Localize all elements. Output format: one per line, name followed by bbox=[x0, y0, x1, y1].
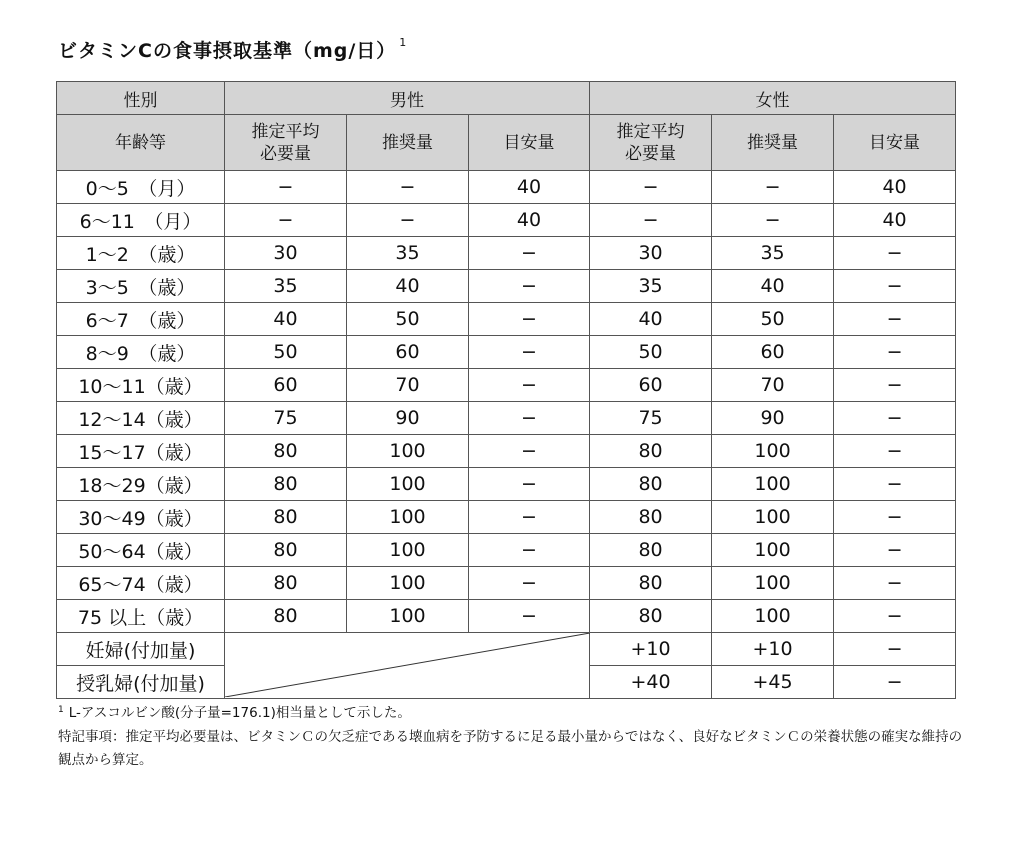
cell-female-rda: 100 bbox=[712, 534, 834, 567]
cell-male-ear: 50 bbox=[225, 336, 347, 369]
footnote-text: L-アスコルビン酸(分子量=176.1)相当量として示した。 bbox=[68, 705, 411, 721]
cell-male-rda: 40 bbox=[347, 270, 469, 303]
header-ear-line2: 必要量 bbox=[625, 143, 677, 164]
cell-female-ear: 35 bbox=[590, 270, 712, 303]
header-male-rda: 推奨量 bbox=[347, 115, 469, 171]
cell-female-ai: − bbox=[834, 303, 956, 336]
cell-male-ai: − bbox=[469, 270, 590, 303]
cell-female-rda: 50 bbox=[712, 303, 834, 336]
cell-female-rda: 100 bbox=[712, 567, 834, 600]
cell-male-ai: − bbox=[469, 336, 590, 369]
cell-male-rda: − bbox=[347, 171, 469, 204]
header-male-ai: 目安量 bbox=[469, 115, 590, 171]
cell-male-ear: 80 bbox=[225, 468, 347, 501]
cell-male-ai: − bbox=[469, 369, 590, 402]
cell-female-ai: 40 bbox=[834, 204, 956, 237]
cell-male-ai: 40 bbox=[469, 204, 590, 237]
table-row bbox=[57, 402, 956, 435]
cell-female-ear: 30 bbox=[590, 237, 712, 270]
cell-male-ear: − bbox=[225, 171, 347, 204]
table-row bbox=[57, 336, 956, 369]
cell-male-ear: 60 bbox=[225, 369, 347, 402]
table-row bbox=[57, 468, 956, 501]
header-female-ear bbox=[590, 115, 712, 171]
header-female: 女性 bbox=[590, 82, 956, 115]
table-row bbox=[57, 534, 956, 567]
cell-age: 15～17（歳） bbox=[57, 435, 225, 468]
cell-male-rda: 100 bbox=[347, 534, 469, 567]
table-row bbox=[57, 171, 956, 204]
header-sex: 性別 bbox=[57, 82, 225, 115]
cell-male-ai: 40 bbox=[469, 171, 590, 204]
cell-male-rda: 50 bbox=[347, 303, 469, 336]
cell-female-ai: − bbox=[834, 600, 956, 633]
table-row bbox=[57, 600, 956, 633]
cell-female-rda: 100 bbox=[712, 600, 834, 633]
table-row bbox=[57, 567, 956, 600]
cell-male-ai: − bbox=[469, 501, 590, 534]
page-title bbox=[58, 36, 407, 63]
cell-male-rda: 70 bbox=[347, 369, 469, 402]
cell-male-rda: 100 bbox=[347, 468, 469, 501]
cell-male-ear: 80 bbox=[225, 501, 347, 534]
cell-age: 0～5 （月） bbox=[57, 171, 225, 204]
cell-male-rda: 100 bbox=[347, 435, 469, 468]
cell-female-ear: 80 bbox=[590, 468, 712, 501]
cell-female-ear: 40 bbox=[590, 303, 712, 336]
header-ear-line1: 推定平均 bbox=[616, 121, 685, 142]
cell-male-ai: − bbox=[469, 468, 590, 501]
cell-female-rda: 40 bbox=[712, 270, 834, 303]
cell-age: 3～5 （歳） bbox=[57, 270, 225, 303]
cell-female-ai: − bbox=[834, 666, 956, 699]
cell-age: 65～74（歳） bbox=[57, 567, 225, 600]
cell-age: 8～9 （歳） bbox=[57, 336, 225, 369]
cell-female-ear: 50 bbox=[590, 336, 712, 369]
header-ear-line2: 必要量 bbox=[260, 143, 311, 164]
cell-male-ai: − bbox=[469, 303, 590, 336]
cell-age: 18～29（歳） bbox=[57, 468, 225, 501]
cell-female-ai: 40 bbox=[834, 171, 956, 204]
cell-female-ear: − bbox=[590, 204, 712, 237]
header-row-sex bbox=[57, 82, 956, 115]
cell-female-ai: − bbox=[834, 402, 956, 435]
cell-female-rda: − bbox=[712, 204, 834, 237]
cell-male-rda: 100 bbox=[347, 600, 469, 633]
cell-female-ai: − bbox=[834, 369, 956, 402]
header-female-ai: 目安量 bbox=[834, 115, 956, 171]
cell-male-ear: − bbox=[225, 204, 347, 237]
cell-male-rda: 100 bbox=[347, 567, 469, 600]
cell-male-ear: 80 bbox=[225, 435, 347, 468]
cell-female-ai: − bbox=[834, 501, 956, 534]
cell-female-ear: 75 bbox=[590, 402, 712, 435]
cell-male-rda: 90 bbox=[347, 402, 469, 435]
title-footnote-mark: 1 bbox=[399, 35, 408, 49]
cell-female-ai: − bbox=[834, 633, 956, 666]
cell-female-ear: 80 bbox=[590, 567, 712, 600]
cell-age: 6～7 （歳） bbox=[57, 303, 225, 336]
special-note: 特記事項：推定平均必要量は、ビタミンＣの欠乏症である壊血病を予防するに足る最小量からではなく、良好なビタミンＣの栄養状態の確実な維持の観点から算定。 bbox=[58, 729, 963, 768]
cell-male-ear: 30 bbox=[225, 237, 347, 270]
table-row bbox=[57, 435, 956, 468]
cell-female-ai: − bbox=[834, 468, 956, 501]
cell-age: 12～14（歳） bbox=[57, 402, 225, 435]
diagonal-line bbox=[225, 633, 590, 697]
cell-age: 6～11 （月） bbox=[57, 204, 225, 237]
header-female-rda: 推奨量 bbox=[712, 115, 834, 171]
cell-male-ear: 40 bbox=[225, 303, 347, 336]
header-age: 年齢等 bbox=[57, 115, 225, 171]
cell-female-ai: − bbox=[834, 270, 956, 303]
cell-female-ai: − bbox=[834, 567, 956, 600]
cell-male-ai: − bbox=[469, 435, 590, 468]
cell-female-ear: +40 bbox=[590, 666, 712, 699]
cell-female-ear: 60 bbox=[590, 369, 712, 402]
table-row-pregnant bbox=[57, 633, 956, 666]
footnote-mark: 1 bbox=[58, 704, 64, 715]
row-label: 妊婦(付加量) bbox=[57, 633, 225, 666]
cell-female-ear: − bbox=[590, 171, 712, 204]
table-row bbox=[57, 303, 956, 336]
table-row bbox=[57, 204, 956, 237]
header-ear-line1: 推定平均 bbox=[251, 121, 320, 142]
cell-female-ear: 80 bbox=[590, 534, 712, 567]
cell-male-ear: 75 bbox=[225, 402, 347, 435]
title-text: ビタミンCの食事摂取基準（mg/日） bbox=[58, 40, 397, 62]
table-body bbox=[57, 171, 956, 699]
cell-female-rda: 100 bbox=[712, 468, 834, 501]
cell-female-rda: 70 bbox=[712, 369, 834, 402]
cell-male-ai: − bbox=[469, 534, 590, 567]
cell-male-ear: 80 bbox=[225, 567, 347, 600]
cell-female-rda: 35 bbox=[712, 237, 834, 270]
cell-female-ear: 80 bbox=[590, 435, 712, 468]
cell-age: 75 以上（歳） bbox=[57, 600, 225, 633]
cell-male-ai: − bbox=[469, 237, 590, 270]
cell-male-ear: 35 bbox=[225, 270, 347, 303]
cell-male-rda: − bbox=[347, 204, 469, 237]
cell-female-rda: +45 bbox=[712, 666, 834, 699]
cell-male-rda: 100 bbox=[347, 501, 469, 534]
cell-female-ear: 80 bbox=[590, 600, 712, 633]
header-row-metrics bbox=[57, 115, 956, 171]
cell-male-ear: 80 bbox=[225, 600, 347, 633]
header-male: 男性 bbox=[225, 82, 590, 115]
cell-male-ear: 80 bbox=[225, 534, 347, 567]
cell-female-ear: +10 bbox=[590, 633, 712, 666]
cell-female-rda: 90 bbox=[712, 402, 834, 435]
cell-age: 50～64（歳） bbox=[57, 534, 225, 567]
cell-female-rda: 100 bbox=[712, 501, 834, 534]
cell-age: 30～49（歳） bbox=[57, 501, 225, 534]
cell-female-rda: 60 bbox=[712, 336, 834, 369]
cell-female-ai: − bbox=[834, 336, 956, 369]
table-row bbox=[57, 369, 956, 402]
cell-female-ai: − bbox=[834, 435, 956, 468]
table-row bbox=[57, 237, 956, 270]
not-applicable-cell bbox=[225, 633, 590, 699]
cell-female-rda: +10 bbox=[712, 633, 834, 666]
cell-female-ai: − bbox=[834, 534, 956, 567]
cell-male-rda: 35 bbox=[347, 237, 469, 270]
cell-male-ai: − bbox=[469, 402, 590, 435]
cell-female-rda: − bbox=[712, 171, 834, 204]
cell-age: 10～11（歳） bbox=[57, 369, 225, 402]
footnote bbox=[58, 701, 968, 721]
cell-male-ai: − bbox=[469, 567, 590, 600]
cell-male-rda: 60 bbox=[347, 336, 469, 369]
cell-female-rda: 100 bbox=[712, 435, 834, 468]
vitamin-c-table bbox=[56, 81, 956, 699]
cell-female-ear: 80 bbox=[590, 501, 712, 534]
table-row bbox=[57, 270, 956, 303]
table-row bbox=[57, 501, 956, 534]
cell-male-ai: − bbox=[469, 600, 590, 633]
header-male-ear bbox=[225, 115, 347, 171]
cell-age: 1～2 （歳） bbox=[57, 237, 225, 270]
cell-female-ai: − bbox=[834, 237, 956, 270]
row-label: 授乳婦(付加量) bbox=[57, 666, 225, 699]
notes bbox=[58, 701, 968, 772]
